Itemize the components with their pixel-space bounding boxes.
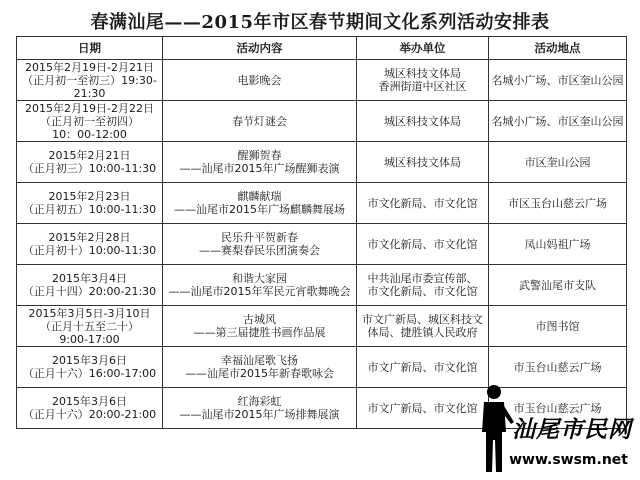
cell-activity-line: 春节灯谜会 — [232, 114, 287, 128]
cell-organizer — [357, 224, 489, 265]
cell-location — [489, 142, 627, 183]
cell-activity-line: ——汕尾市2015年军民元宵歌舞晚会 — [168, 285, 351, 298]
cell-organizer-line: 香洲街道中区社区 — [378, 80, 467, 93]
cell-activity-line: 民乐升平贺新春 — [221, 231, 298, 244]
cell-location — [489, 101, 627, 142]
cell-date-line: 2015年3月5日-3月10日 — [28, 306, 151, 320]
cell-location-line: 市区玉台山慈云广场 — [508, 196, 607, 210]
cell-organizer-line: 市文广新局、市文化馆 — [367, 360, 478, 374]
cell-organizer — [357, 142, 489, 183]
cell-date-line: 21:30 — [73, 86, 106, 100]
cell-location-line: 武警汕尾市支队 — [519, 278, 596, 292]
cell-location-line: 市玉台山慈云广场 — [513, 401, 602, 415]
cell-organizer-line: 体局、捷胜镇人民政府 — [367, 326, 478, 339]
header-date: 日期 — [17, 37, 163, 60]
cell-activity-line: ——赛梨春民乐团演奏会 — [199, 244, 320, 257]
cell-date-line: （正月初一至初三）19:30- — [22, 73, 157, 87]
cell-activity-line: 红海彩虹 — [237, 395, 282, 408]
cell-activity-line: 古城风 — [243, 313, 276, 326]
table-row — [17, 101, 627, 142]
cell-date-line: （正月十四）20:00-21:30 — [22, 285, 157, 298]
cell-activity — [163, 224, 357, 265]
cell-date-line: 2015年3月6日 — [52, 395, 127, 408]
cell-date-line: 2015年3月4日 — [52, 272, 127, 285]
cell-location-line: 名城小广场、市区奎山公园 — [491, 73, 624, 87]
cell-organizer-line: 中共汕尾市委宣传部、 — [367, 272, 478, 285]
cell-date — [17, 388, 163, 429]
cell-location — [489, 306, 627, 347]
cell-organizer-line: 城区科技文体局 — [384, 155, 461, 169]
cell-date-line: 2015年3月6日 — [52, 354, 127, 367]
cell-date-line: 2015年2月19日-2月22日 — [25, 101, 154, 115]
header-organizer: 举办单位 — [357, 37, 489, 60]
cell-activity — [163, 60, 357, 101]
cell-date-line: （正月初一至初四） — [40, 114, 139, 128]
site-watermark — [466, 382, 634, 474]
cell-organizer — [357, 183, 489, 224]
page-title: 春满汕尾——2015年市区春节期间文化系列活动安排表 — [90, 12, 550, 33]
cell-location — [489, 265, 627, 306]
cell-activity-line: ——汕尾市2015年广场醒狮表演 — [179, 162, 340, 175]
cell-activity — [163, 101, 357, 142]
cell-activity — [163, 347, 357, 388]
cell-location — [489, 224, 627, 265]
cell-date-line: 2015年2月21日 — [48, 149, 131, 162]
cell-activity — [163, 142, 357, 183]
cell-date-line: （正月初五）10:00-11:30 — [22, 203, 157, 216]
cell-activity-line: ——第三届捷胜书画作品展 — [193, 326, 326, 339]
cell-date-line: 9:00-17:00 — [59, 332, 120, 346]
watermark-site-name: 汕尾市民网 — [512, 416, 632, 443]
cell-activity-line: 醒狮贺春 — [237, 149, 282, 162]
cell-date — [17, 142, 163, 183]
header-activity: 活动内容 — [163, 37, 357, 60]
cell-activity — [163, 306, 357, 347]
cell-date-line: 10：00-12:00 — [52, 127, 127, 141]
header-location: 活动地点 — [489, 37, 627, 60]
cell-activity-line: 麒麟献瑞 — [237, 190, 282, 203]
cell-date-line: 2015年2月19日-2月21日 — [25, 60, 154, 74]
cell-date — [17, 306, 163, 347]
cell-organizer-line: 市文广新局、市文化馆 — [367, 401, 478, 415]
table-row — [17, 142, 627, 183]
cell-activity-line: 电影晚会 — [237, 73, 282, 87]
cell-activity-line: ——汕尾市2015年广场排舞展演 — [179, 408, 340, 421]
cell-organizer — [357, 265, 489, 306]
cell-date-line: （正月十六）16:00-17:00 — [22, 367, 157, 380]
cell-activity-line: 幸福汕尾歌飞扬 — [221, 354, 298, 367]
cell-activity — [163, 183, 357, 224]
cell-date — [17, 224, 163, 265]
cell-organizer — [357, 60, 489, 101]
cell-date — [17, 183, 163, 224]
cell-activity-line: 和谐大家园 — [232, 272, 287, 285]
cell-organizer-line: 城区科技文体局 — [384, 114, 461, 128]
cell-activity — [163, 388, 357, 429]
cell-organizer — [357, 306, 489, 347]
table-header-row — [17, 37, 627, 60]
cell-date-line: 2015年2月23日 — [48, 190, 131, 203]
cell-date-line: （正月十五至二十） — [40, 319, 139, 333]
cell-date-line: （正月初三）10:00-11:30 — [22, 162, 157, 175]
cell-activity-line: ——汕尾市2015年广场麒麟舞展场 — [174, 203, 345, 216]
cell-date — [17, 347, 163, 388]
cell-organizer-line: 市文化新局、市文化馆 — [367, 196, 478, 210]
cell-location-line: 市玉台山慈云广场 — [513, 360, 602, 374]
watermark-url: www.swsm.net — [509, 452, 628, 468]
cell-activity — [163, 265, 357, 306]
table-row — [17, 60, 627, 101]
cell-location-line: 凤山妈祖广场 — [524, 237, 591, 251]
cell-organizer — [357, 101, 489, 142]
cell-organizer-line: 市文化新局、市文化馆 — [367, 285, 478, 298]
cell-location — [489, 60, 627, 101]
cell-location — [489, 183, 627, 224]
cell-date-line: （正月十六）20:00-21:00 — [22, 408, 157, 421]
activity-schedule-table — [16, 36, 627, 429]
cell-activity-line: ——汕尾市2015年新春歌咏会 — [185, 367, 334, 380]
cell-organizer-line: 市文广新局、城区科技文 — [362, 313, 483, 326]
cell-organizer-line: 市文化新局、市文化馆 — [367, 237, 478, 251]
cell-location-line: 市区奎山公园 — [524, 155, 591, 169]
cell-organizer-line: 城区科技文体局 — [384, 67, 461, 80]
cell-location-line: 名城小广场、市区奎山公园 — [491, 114, 624, 128]
cell-date — [17, 265, 163, 306]
table-row — [17, 224, 627, 265]
table-row — [17, 306, 627, 347]
table-row — [17, 265, 627, 306]
cell-date — [17, 101, 163, 142]
cell-date-line: 2015年2月28日 — [48, 231, 131, 244]
cell-location-line: 市图书馆 — [535, 319, 580, 333]
cell-date — [17, 60, 163, 101]
table-row — [17, 183, 627, 224]
cell-date-line: （正月初十）10:00-11:30 — [22, 244, 157, 257]
